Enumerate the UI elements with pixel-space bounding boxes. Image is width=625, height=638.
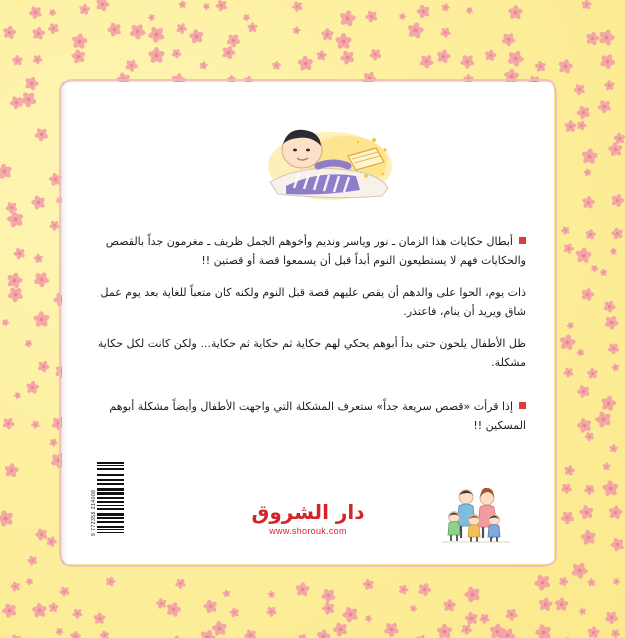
flower-icon [383, 622, 399, 638]
flower-icon [440, 3, 450, 13]
flower-icon [316, 50, 327, 61]
flower-icon [32, 310, 52, 330]
flower-icon [597, 99, 612, 114]
flower-icon [56, 628, 63, 635]
flower-icon [292, 26, 300, 34]
flower-icon [368, 47, 382, 61]
paragraph-3-text: ظل الأطفال يلحون حتى بدأ أبوهم يحكي لهم حكاية ثم حكاية ثم حكاية... ولكن كانت لكل حكاية مشكلة. [97, 337, 526, 369]
bullet-marker [519, 237, 526, 244]
flower-icon [203, 599, 219, 615]
flower-icon [339, 49, 356, 66]
flower-icon [558, 333, 578, 353]
text-spacer [94, 385, 526, 397]
flower-icon [26, 554, 38, 566]
flower-icon [415, 3, 431, 19]
flower-icon [321, 601, 337, 617]
paragraph-2 [94, 283, 526, 321]
paragraph-3 [94, 334, 526, 372]
flower-icon [129, 23, 145, 39]
flower-icon [587, 578, 596, 587]
flower-icon [297, 633, 307, 638]
flower-icon [47, 22, 60, 35]
flower-icon [579, 529, 598, 548]
flower-icon [597, 27, 617, 47]
flower-icon [417, 582, 433, 598]
flower-icon [599, 52, 617, 70]
flower-icon [49, 9, 57, 17]
flower-icon [576, 247, 592, 263]
flower-icon [610, 536, 625, 552]
flower-icon [297, 55, 313, 71]
flower-icon [610, 248, 617, 255]
flower-icon [605, 315, 619, 329]
flower-icon [585, 432, 594, 441]
flower-icon [316, 629, 332, 638]
flower-icon [174, 577, 187, 590]
flower-icon [147, 47, 165, 65]
flower-icon [189, 29, 204, 44]
flower-icon [576, 384, 590, 398]
flower-icon [560, 225, 571, 236]
flower-icon [25, 380, 40, 395]
flower-icon [503, 34, 516, 47]
publisher-website[interactable]: www.shorouk.com [269, 526, 347, 536]
flower-icon [436, 49, 451, 64]
flower-icon [574, 84, 585, 95]
flower-icon [1, 416, 16, 431]
flower-icon [582, 196, 595, 209]
flower-icon [611, 227, 625, 241]
flower-icon [33, 55, 43, 65]
flower-icon [581, 0, 593, 11]
flower-icon [49, 437, 59, 447]
flower-icon [30, 419, 41, 430]
flower-icon [199, 61, 209, 71]
flower-icon [478, 612, 491, 625]
flower-icon [416, 634, 428, 638]
barcode-icon [90, 462, 124, 536]
flower-icon [292, 1, 304, 13]
flower-icon [0, 164, 12, 179]
flower-icon [71, 607, 84, 620]
flower-icon [609, 443, 619, 453]
barcode-bars [97, 462, 124, 536]
flower-icon [214, 0, 228, 13]
flower-icon [230, 607, 240, 617]
flower-icon [125, 59, 137, 71]
flower-icon [178, 0, 187, 9]
flower-icon [605, 611, 619, 625]
flower-icon [610, 628, 620, 638]
flower-icon [603, 80, 615, 92]
flower-icon [576, 119, 588, 131]
flower-icon [0, 602, 18, 620]
flower-icon [107, 22, 123, 38]
flower-icon [505, 69, 519, 83]
flower-icon [339, 10, 356, 27]
flower-icon [2, 25, 18, 41]
flower-icon [562, 242, 575, 255]
flower-icon [31, 602, 48, 619]
flower-icon [409, 604, 417, 612]
bullet-marker-2 [519, 402, 526, 409]
flower-icon [94, 613, 105, 624]
flower-icon [268, 591, 277, 600]
flower-icon [559, 59, 573, 73]
flower-icon [0, 508, 16, 528]
flower-icon [12, 247, 26, 261]
paragraph-2-text: ذات يوم، الحوا على والدهم أن يقص عليهم قصة قبل النوم ولكنه كان متعباً للغاية بعد يوم عمل شاق ويريد أن ينام، فاعتذر. [100, 286, 526, 318]
flower-icon [271, 59, 282, 70]
flower-icon [584, 168, 592, 176]
flower-icon [460, 54, 475, 69]
flower-icon [12, 55, 23, 66]
flower-icon [28, 5, 43, 20]
flower-icon [32, 27, 45, 40]
flower-icon [30, 194, 45, 209]
flower-icon [23, 75, 40, 92]
flower-icon [485, 49, 497, 61]
flower-icon [6, 285, 25, 304]
barcode-digits: 9 772356 214008 [91, 489, 97, 536]
flower-icon [611, 363, 621, 373]
flower-icon [535, 61, 546, 72]
flower-icon [71, 33, 87, 49]
flower-icon [146, 24, 166, 44]
flower-icon [333, 622, 348, 637]
flower-icon [504, 607, 519, 622]
flower-icon [244, 629, 258, 638]
flower-icon [8, 634, 21, 638]
flower-icon [576, 348, 584, 356]
flower-icon [11, 582, 20, 591]
flower-icon [33, 270, 51, 288]
flower-icon [586, 367, 599, 380]
flower-icon [537, 626, 552, 638]
flower-icon [588, 627, 600, 638]
flower-icon [221, 45, 236, 60]
flower-icon [364, 9, 379, 24]
flower-icon [333, 32, 353, 52]
flower-icon [608, 504, 624, 520]
flower-icon [563, 464, 575, 476]
flower-icon [36, 360, 50, 374]
flower-icon [466, 8, 472, 14]
flower-icon [267, 607, 276, 616]
flower-icon [45, 535, 58, 548]
flower-icon [560, 482, 573, 495]
flower-icon [579, 287, 595, 303]
flower-icon [106, 577, 115, 586]
publisher-name: دار الشروق [251, 500, 365, 524]
flower-icon [508, 4, 524, 20]
flower-icon [553, 596, 570, 613]
flower-icon [585, 229, 597, 241]
flower-icon [3, 462, 21, 480]
flower-icon [1, 318, 10, 327]
family-group-illustration [440, 484, 530, 546]
flower-icon [612, 577, 621, 586]
flower-icon [602, 463, 611, 472]
flower-icon [25, 577, 34, 586]
white-page-card [62, 82, 554, 564]
flower-icon [436, 623, 453, 638]
flower-icon [604, 301, 616, 313]
flower-icon [440, 26, 452, 38]
flower-icon [148, 14, 155, 21]
flower-icon [14, 392, 22, 400]
paragraph-4-text: إذا قرأت «قصص سريعة جداً» ستعرف المشكلة التي واجهت الأطفال وأيضاً مشكلة أبوهم المسكين !! [109, 400, 526, 432]
flower-icon [99, 630, 109, 638]
flower-icon [364, 614, 373, 623]
flower-icon [20, 91, 37, 108]
sleeping-father-with-children-illustration [252, 104, 402, 214]
flower-icon [583, 483, 596, 496]
flower-icon [563, 367, 573, 377]
flower-icon [406, 20, 425, 39]
flower-icon [580, 506, 594, 520]
back-cover-text-block [94, 232, 526, 448]
flower-icon [94, 0, 111, 13]
flower-icon [296, 583, 309, 596]
flower-icon [595, 411, 613, 429]
flower-icon [606, 141, 624, 159]
paragraph-4 [94, 397, 526, 435]
flower-icon [203, 2, 211, 10]
flower-icon [398, 13, 407, 22]
flower-icon [506, 49, 525, 68]
flower-icon [609, 344, 619, 354]
flower-icon [49, 220, 60, 231]
flower-icon [246, 22, 257, 33]
flower-icon [176, 23, 187, 34]
flower-icon [34, 253, 44, 263]
flower-icon [578, 607, 587, 616]
flower-icon [171, 48, 182, 59]
flower-icon [343, 606, 360, 623]
flower-icon [538, 597, 552, 611]
flower-icon [570, 560, 590, 580]
flower-icon [609, 192, 625, 208]
flower-icon [533, 573, 552, 592]
flower-icon [59, 585, 72, 598]
flower-icon [78, 2, 92, 16]
flower-icon [222, 589, 231, 598]
flower-icon [566, 321, 575, 330]
flower-icon [601, 479, 619, 497]
flower-icon [70, 632, 81, 638]
paragraph-1 [94, 232, 526, 270]
flower-icon [362, 577, 375, 590]
flower-icon [575, 104, 592, 121]
flower-icon [590, 264, 599, 273]
paragraph-1-text: أبطال حكايات هذا الزمان ـ نور وياسر ونديم وأخوهم الجمل ظريف ـ مغرمون جداً بالقصص والحكايات فهم لا يستطيعون النوم أبداً قبل أن يسمعوا قصة أو قصتين !! [105, 235, 526, 267]
flower-icon [165, 601, 183, 619]
flower-icon [599, 394, 617, 412]
flower-icon [418, 53, 435, 70]
flower-icon [34, 127, 49, 142]
flower-icon [71, 49, 85, 63]
flower-icon [444, 600, 456, 612]
flower-icon [398, 584, 408, 594]
flower-icon [562, 511, 574, 523]
flower-icon [463, 585, 482, 604]
flower-icon [580, 146, 600, 166]
flower-icon [8, 212, 23, 227]
flower-icon [599, 268, 608, 277]
flower-icon [558, 576, 569, 587]
flower-icon [24, 339, 33, 348]
flower-icon [49, 603, 58, 612]
